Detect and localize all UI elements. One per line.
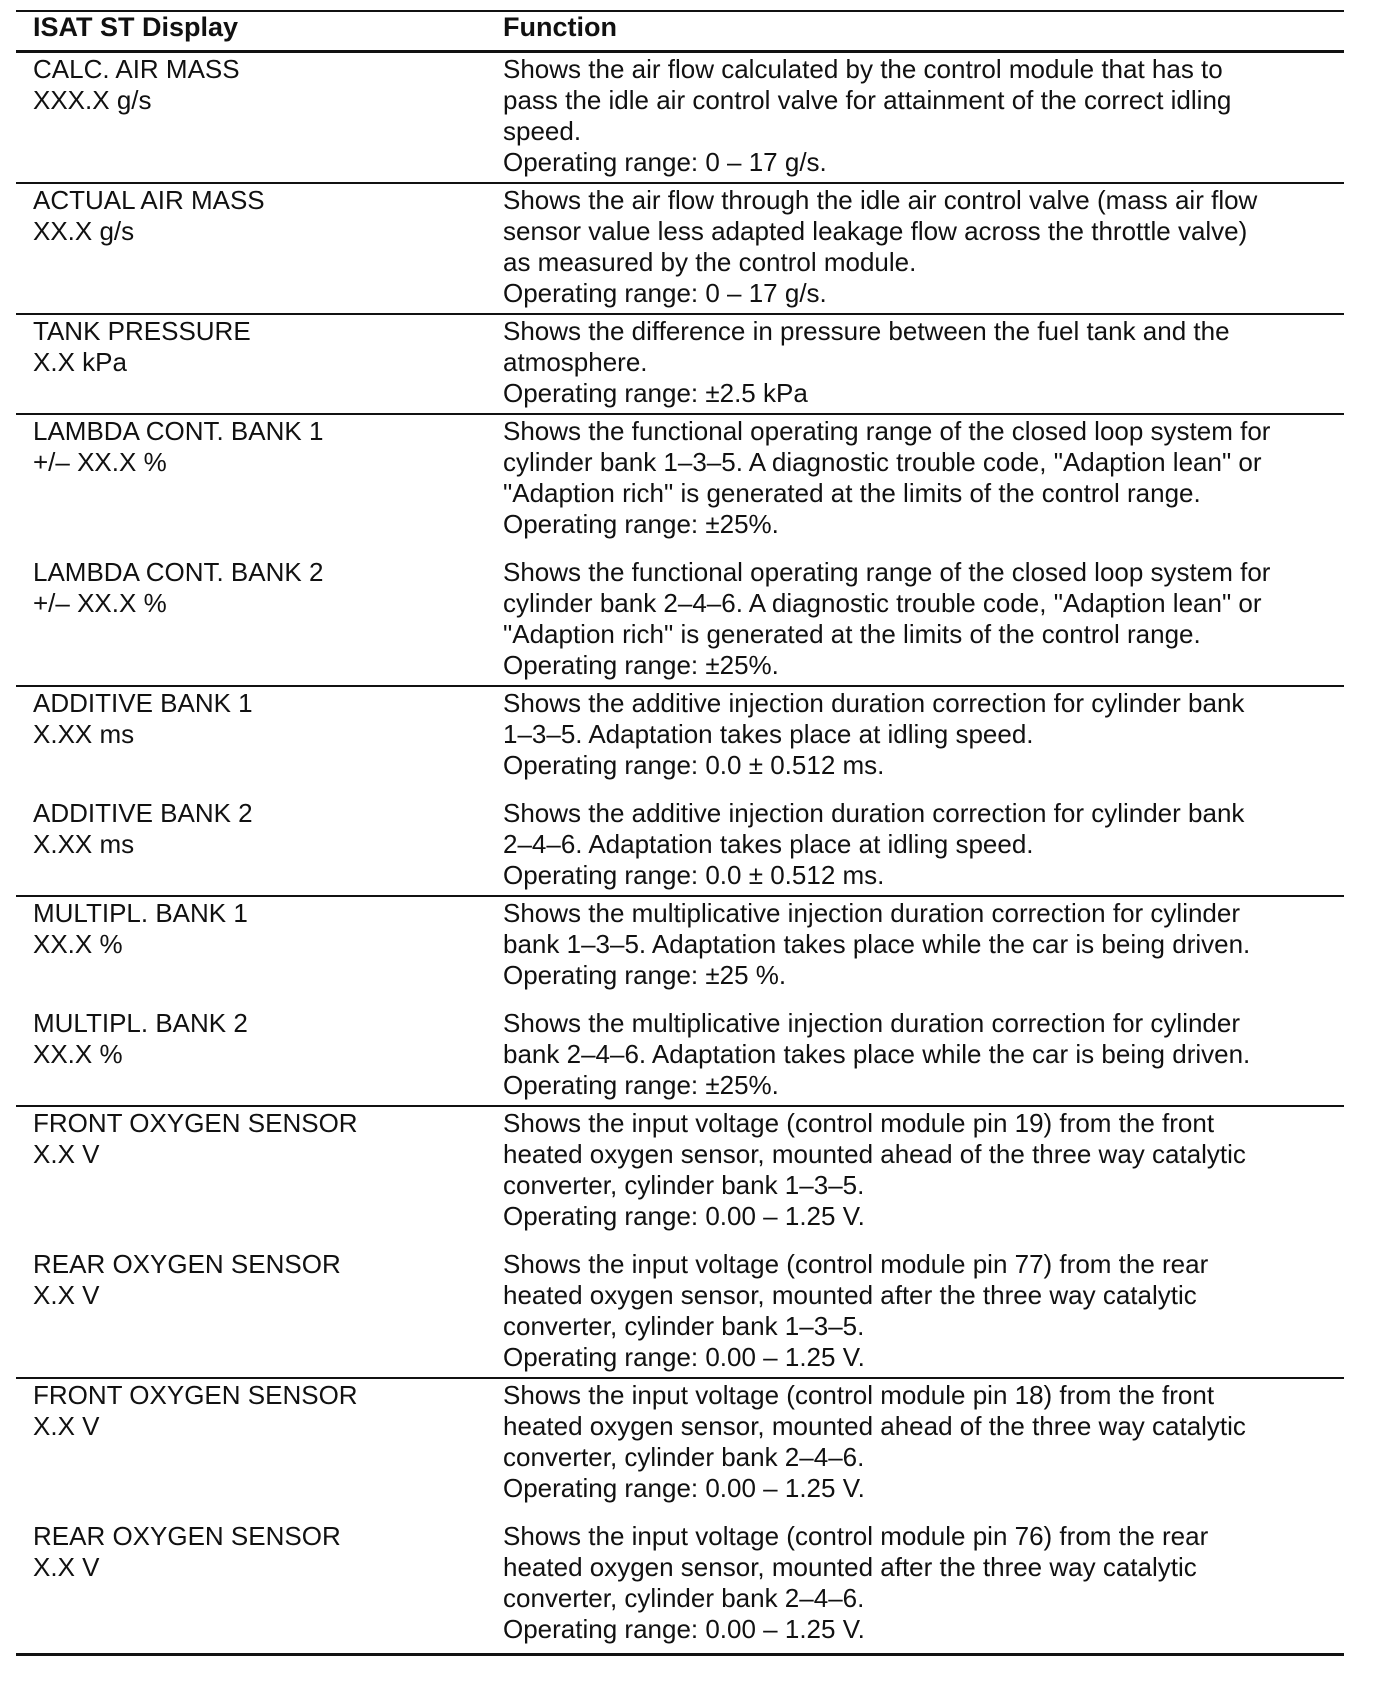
display-cell (16, 183, 486, 314)
function-text-line: bank 2–4–6. Adaptation takes place while the car is being driven. (503, 1039, 1251, 1069)
function-text-line: as measured by the control module. (503, 247, 917, 277)
function-cell (486, 544, 1344, 686)
function-text-line: "Adaption rich" is generated at the limits of the control range. (503, 619, 1201, 649)
table-row (16, 1236, 1344, 1378)
display-cell (16, 52, 486, 184)
table-body (16, 52, 1344, 1655)
function-text-line: converter, cylinder bank 2–4–6. (503, 1583, 865, 1613)
function-text-line: Shows the difference in pressure between the fuel tank and the (503, 316, 1230, 346)
display-cell (16, 995, 486, 1106)
function-text-line: Shows the input voltage (control module pin 19) from the front (503, 1108, 1215, 1138)
parameter-unit: +/– XX.X % (33, 588, 167, 618)
function-text-line: converter, cylinder bank 2–4–6. (503, 1442, 865, 1472)
parameter-name: REAR OXYGEN SENSOR (33, 1249, 341, 1279)
function-text-line: Shows the input voltage (control module pin 18) from the front (503, 1380, 1215, 1410)
parameter-unit: X.X V (33, 1280, 100, 1310)
function-text-line: Operating range: ±25%. (503, 1070, 779, 1100)
function-text-line: converter, cylinder bank 1–3–5. (503, 1170, 865, 1200)
function-text-line: heated oxygen sensor, mounted ahead of the three way catalytic (503, 1411, 1246, 1441)
parameter-unit: XX.X % (33, 1039, 123, 1069)
function-text-line: Shows the additive injection duration correction for cylinder bank (503, 798, 1245, 828)
function-text-line: atmosphere. (503, 347, 648, 377)
parameter-name: MULTIPL. BANK 2 (33, 1008, 248, 1038)
function-text-line: "Adaption rich" is generated at the limits of the control range. (503, 478, 1201, 508)
function-cell (486, 414, 1344, 544)
display-cell (16, 686, 486, 785)
parameter-unit: XXX.X g/s (33, 85, 152, 115)
table-row (16, 183, 1344, 314)
function-text-line: Operating range: 0.00 – 1.25 V. (503, 1614, 865, 1644)
header-function: Function (486, 11, 1344, 52)
function-text-line: heated oxygen sensor, mounted after the three way catalytic (503, 1280, 1197, 1310)
parameter-unit: X.XX ms (33, 829, 135, 859)
table-row (16, 544, 1344, 686)
parameter-name: ACTUAL AIR MASS (33, 185, 265, 215)
table-row (16, 1378, 1344, 1508)
isat-function-table (16, 10, 1344, 1656)
function-cell (486, 314, 1344, 414)
display-cell (16, 1378, 486, 1508)
function-text-line: cylinder bank 2–4–6. A diagnostic trouble code, "Adaption lean" or (503, 588, 1262, 618)
function-cell (486, 183, 1344, 314)
parameter-unit: +/– XX.X % (33, 447, 167, 477)
function-text-line: Operating range: ±25 %. (503, 960, 787, 990)
table-row (16, 1508, 1344, 1655)
table-row (16, 785, 1344, 896)
function-text-line: Operating range: 0.00 – 1.25 V. (503, 1342, 865, 1372)
parameter-name: ADDITIVE BANK 1 (33, 688, 253, 718)
function-cell (486, 1106, 1344, 1236)
function-cell (486, 1236, 1344, 1378)
display-cell (16, 1236, 486, 1378)
parameter-name: ADDITIVE BANK 2 (33, 798, 253, 828)
function-text-line: Shows the additive injection duration correction for cylinder bank (503, 688, 1245, 718)
parameter-name: TANK PRESSURE (33, 316, 251, 346)
function-text-line: Shows the input voltage (control module pin 77) from the rear (503, 1249, 1209, 1279)
table-row (16, 1106, 1344, 1236)
parameter-name: FRONT OXYGEN SENSOR (33, 1108, 358, 1138)
function-text-line: converter, cylinder bank 1–3–5. (503, 1311, 865, 1341)
function-text-line: Operating range: 0 – 17 g/s. (503, 147, 827, 177)
function-text-line: Shows the input voltage (control module pin 76) from the rear (503, 1521, 1209, 1551)
function-text-line: Shows the air flow through the idle air control valve (mass air flow (503, 185, 1258, 215)
parameter-name: FRONT OXYGEN SENSOR (33, 1380, 358, 1410)
function-cell (486, 686, 1344, 785)
function-text-line: Operating range: ±25%. (503, 650, 779, 680)
function-cell (486, 52, 1344, 184)
parameter-unit: XX.X g/s (33, 216, 135, 246)
parameter-unit: X.X V (33, 1139, 100, 1169)
function-text-line: Shows the multiplicative injection duration correction for cylinder (503, 898, 1241, 928)
table-row (16, 995, 1344, 1106)
function-text-line: heated oxygen sensor, mounted after the three way catalytic (503, 1552, 1197, 1582)
display-cell (16, 414, 486, 544)
function-text-line: Operating range: ±25%. (503, 509, 779, 539)
function-text-line: Operating range: 0 – 17 g/s. (503, 278, 827, 308)
function-text-line: speed. (503, 116, 582, 146)
table-row (16, 414, 1344, 544)
display-cell (16, 1106, 486, 1236)
function-cell (486, 896, 1344, 995)
parameter-name: CALC. AIR MASS (33, 54, 240, 84)
function-cell (486, 995, 1344, 1106)
table-row (16, 686, 1344, 785)
function-text-line: Shows the air flow calculated by the control module that has to (503, 54, 1223, 84)
function-text-line: Shows the functional operating range of the closed loop system for (503, 557, 1271, 587)
function-text-line: pass the idle air control valve for attainment of the correct idling (503, 85, 1232, 115)
parameter-unit: X.XX ms (33, 719, 135, 749)
display-cell (16, 544, 486, 686)
parameter-name: REAR OXYGEN SENSOR (33, 1521, 341, 1551)
display-cell (16, 1508, 486, 1655)
function-text-line: Operating range: 0.0 ± 0.512 ms. (503, 860, 885, 890)
function-text-line: heated oxygen sensor, mounted ahead of the three way catalytic (503, 1139, 1246, 1169)
function-text-line: cylinder bank 1–3–5. A diagnostic trouble code, "Adaption lean" or (503, 447, 1262, 477)
function-text-line: Shows the multiplicative injection duration correction for cylinder (503, 1008, 1241, 1038)
parameter-name: LAMBDA CONT. BANK 2 (33, 557, 324, 587)
table-row (16, 314, 1344, 414)
function-text-line: 2–4–6. Adaptation takes place at idling speed. (503, 829, 1034, 859)
function-text-line: Operating range: 0.00 – 1.25 V. (503, 1473, 865, 1503)
function-text-line: Operating range: ±2.5 kPa (503, 378, 808, 408)
function-text-line: Shows the functional operating range of the closed loop system for (503, 416, 1271, 446)
function-text-line: Operating range: 0.00 – 1.25 V. (503, 1201, 865, 1231)
parameter-unit: XX.X % (33, 929, 123, 959)
parameter-name: MULTIPL. BANK 1 (33, 898, 248, 928)
function-cell (486, 1508, 1344, 1655)
display-cell (16, 896, 486, 995)
parameter-unit: X.X kPa (33, 347, 127, 377)
function-text-line: sensor value less adapted leakage flow across the throttle valve) (503, 216, 1248, 246)
parameter-unit: X.X V (33, 1411, 100, 1441)
parameter-name: LAMBDA CONT. BANK 1 (33, 416, 324, 446)
table-row (16, 896, 1344, 995)
function-text-line: bank 1–3–5. Adaptation takes place while the car is being driven. (503, 929, 1251, 959)
table-row (16, 52, 1344, 184)
display-cell (16, 785, 486, 896)
function-text-line: Operating range: 0.0 ± 0.512 ms. (503, 750, 885, 780)
function-text-line: 1–3–5. Adaptation takes place at idling speed. (503, 719, 1034, 749)
table-header-row (16, 11, 1344, 52)
header-display: ISAT ST Display (16, 11, 486, 52)
function-cell (486, 785, 1344, 896)
display-cell (16, 314, 486, 414)
function-cell (486, 1378, 1344, 1508)
parameter-unit: X.X V (33, 1552, 100, 1582)
